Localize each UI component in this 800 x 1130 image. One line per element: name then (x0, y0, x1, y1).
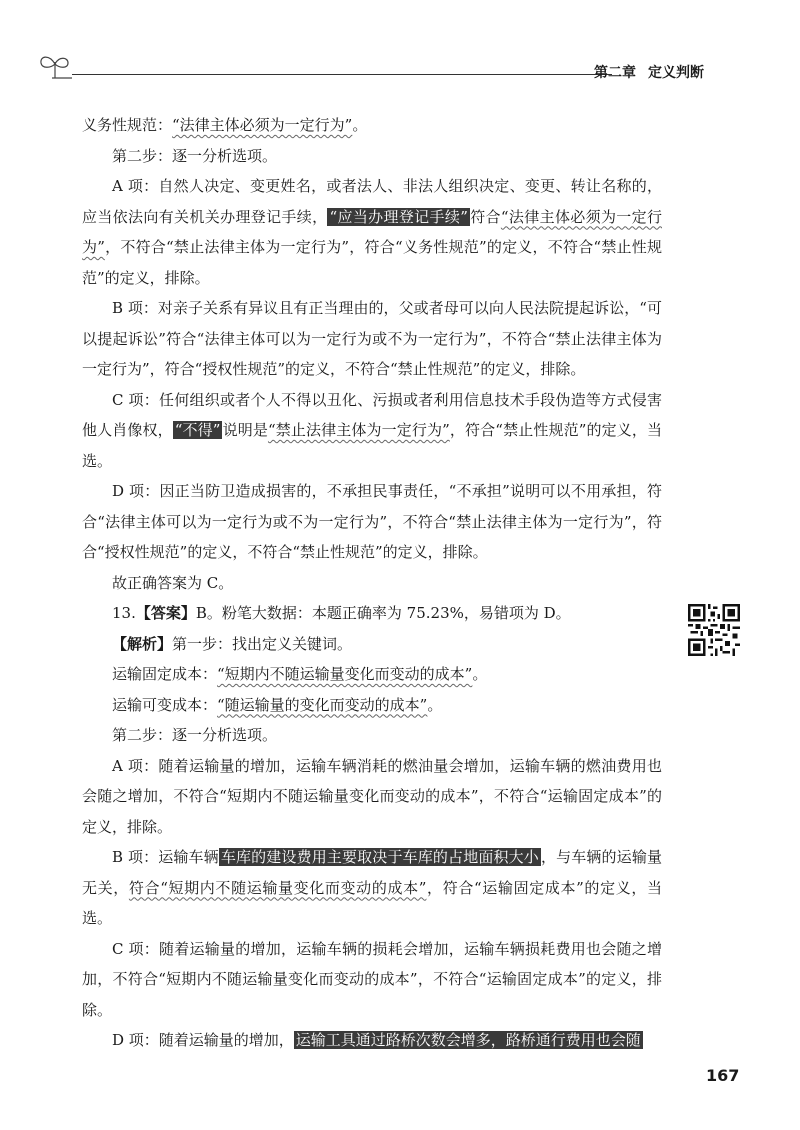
underlined-text: “法律主体必须为一定行为” (172, 116, 353, 134)
page-content (82, 110, 662, 1056)
text: 第一步：找出定义关键词。 (172, 634, 353, 653)
leaf-icon (38, 52, 72, 82)
highlighted-text: 运输工具通过路桥次数会增多，路桥通行费用也会随 (295, 1031, 641, 1049)
text: 。 (472, 665, 488, 683)
text: 符合 (469, 207, 501, 226)
text: ，不符合“禁止法律主体为一定行为”，符合“义务性规范”的定义，不符合“禁止性规范”的定义，排除。 (82, 238, 662, 287)
highlighted-text: “不得” (174, 421, 221, 439)
paragraph (82, 141, 662, 172)
text: 第二步：逐一分析选项。 (112, 146, 278, 165)
underlined-text: “随运输量的变化而变动的成本” (217, 695, 428, 714)
text: ，与车辆的运输量无关， (82, 848, 662, 897)
page-number: 167 (706, 1066, 740, 1085)
paragraph (82, 751, 662, 843)
chapter-title (594, 62, 704, 82)
text: B 项：运输车辆 (112, 848, 219, 866)
highlighted-text: “应当办理登记手续” (329, 207, 468, 226)
paragraph (82, 659, 662, 690)
text: ，符合“运输固定成本”的定义，当选。 (82, 878, 662, 927)
page-header (38, 50, 762, 90)
chapter-number: 第二章 (594, 65, 636, 81)
text: 。 (427, 695, 443, 714)
text: 说明是 (222, 421, 268, 439)
answer-paragraph (82, 598, 662, 629)
underlined-text: “法律主体必须为一定行为” (82, 207, 662, 256)
paragraph (82, 568, 662, 599)
analysis-paragraph (82, 629, 662, 660)
paragraph (82, 1025, 662, 1056)
highlighted-text: 车库的建设费用主要取决于车库的占地面积大小 (220, 848, 539, 866)
paragraph (82, 385, 662, 477)
underlined-text: “短期内不随运输量变化而变动的成本” (217, 665, 473, 683)
paragraph (82, 171, 662, 293)
chapter-name: 定义判断 (648, 65, 704, 81)
qr-code-icon[interactable] (688, 604, 740, 656)
text: D 项：因正当防卫造成损害的，不承担民事责任，“不承担”说明可以不用承担，符合“法律主体可以为一定行为或不为一定行为”，不符合“禁止法律主体为一定行为”，符合“授权性规范”的定义，不符合“禁止性规范”的定义，排除。 (82, 482, 662, 561)
text: A 项：自然人决定、变更姓名，或者法人、非法人组织决定、变更、转让名称的，应当依法向有关机关办理登记手续， (82, 177, 662, 226)
text: 运输可变成本： (112, 695, 218, 714)
text: 义务性规范： (82, 116, 173, 134)
text: C 项：随着运输量的增加，运输车辆的损耗会增加，运输车辆损耗费用也会随之增加，不符合“短期内不随运输量变化而变动的成本”，不符合“运输固定成本”的定义，排除。 (82, 939, 662, 1019)
text: 第二步：逐一分析选项。 (112, 726, 278, 744)
text: B 项：对亲子关系有异议且有正当理由的，父或者母可以向人民法院提起诉讼，“可以提起诉讼”符合“法律主体可以为一定行为或不为一定行为”，不符合“禁止法律主体为一定行为”，符合“授权性规范”的定义，不符合“禁止性规范”的定义，排除。 (82, 299, 662, 378)
text: A 项：随着运输量的增加，运输车辆消耗的燃油量会增加，运输车辆的燃油费用也会随之增加，不符合“短期内不随运输量变化而变动的成本”，不符合“运输固定成本”的定义，排除。 (82, 756, 662, 836)
paragraph (82, 293, 662, 385)
text: 。 (352, 116, 368, 134)
underlined-text: 符合“短期内不随运输量变化而变动的成本” (128, 878, 427, 897)
analysis-label: 【解析】 (112, 634, 173, 653)
text: 运输固定成本： (112, 665, 218, 683)
answer-label: 【答案】 (135, 604, 196, 622)
paragraph (82, 476, 662, 568)
text: C 项：任何组织或者个人不得以丑化、污损或者利用信息技术手段伪造等方式侵害他人肖像权， (82, 390, 662, 439)
header-rule (72, 74, 612, 75)
question-number: 13. (112, 604, 136, 622)
text: 故正确答案为 C。 (112, 573, 234, 592)
text: D 项：随着运输量的增加， (112, 1031, 294, 1049)
paragraph (82, 110, 662, 141)
text: ，符合“禁止性规范”的定义，当选。 (82, 421, 662, 470)
paragraph (82, 934, 662, 1026)
text: B。粉笔大数据：本题正确率为 75.23%，易错项为 D。 (195, 604, 571, 622)
paragraph (82, 720, 662, 751)
paragraph (82, 842, 662, 934)
paragraph (82, 690, 662, 721)
underlined-text: “禁止法律主体为一定行为” (267, 421, 450, 439)
